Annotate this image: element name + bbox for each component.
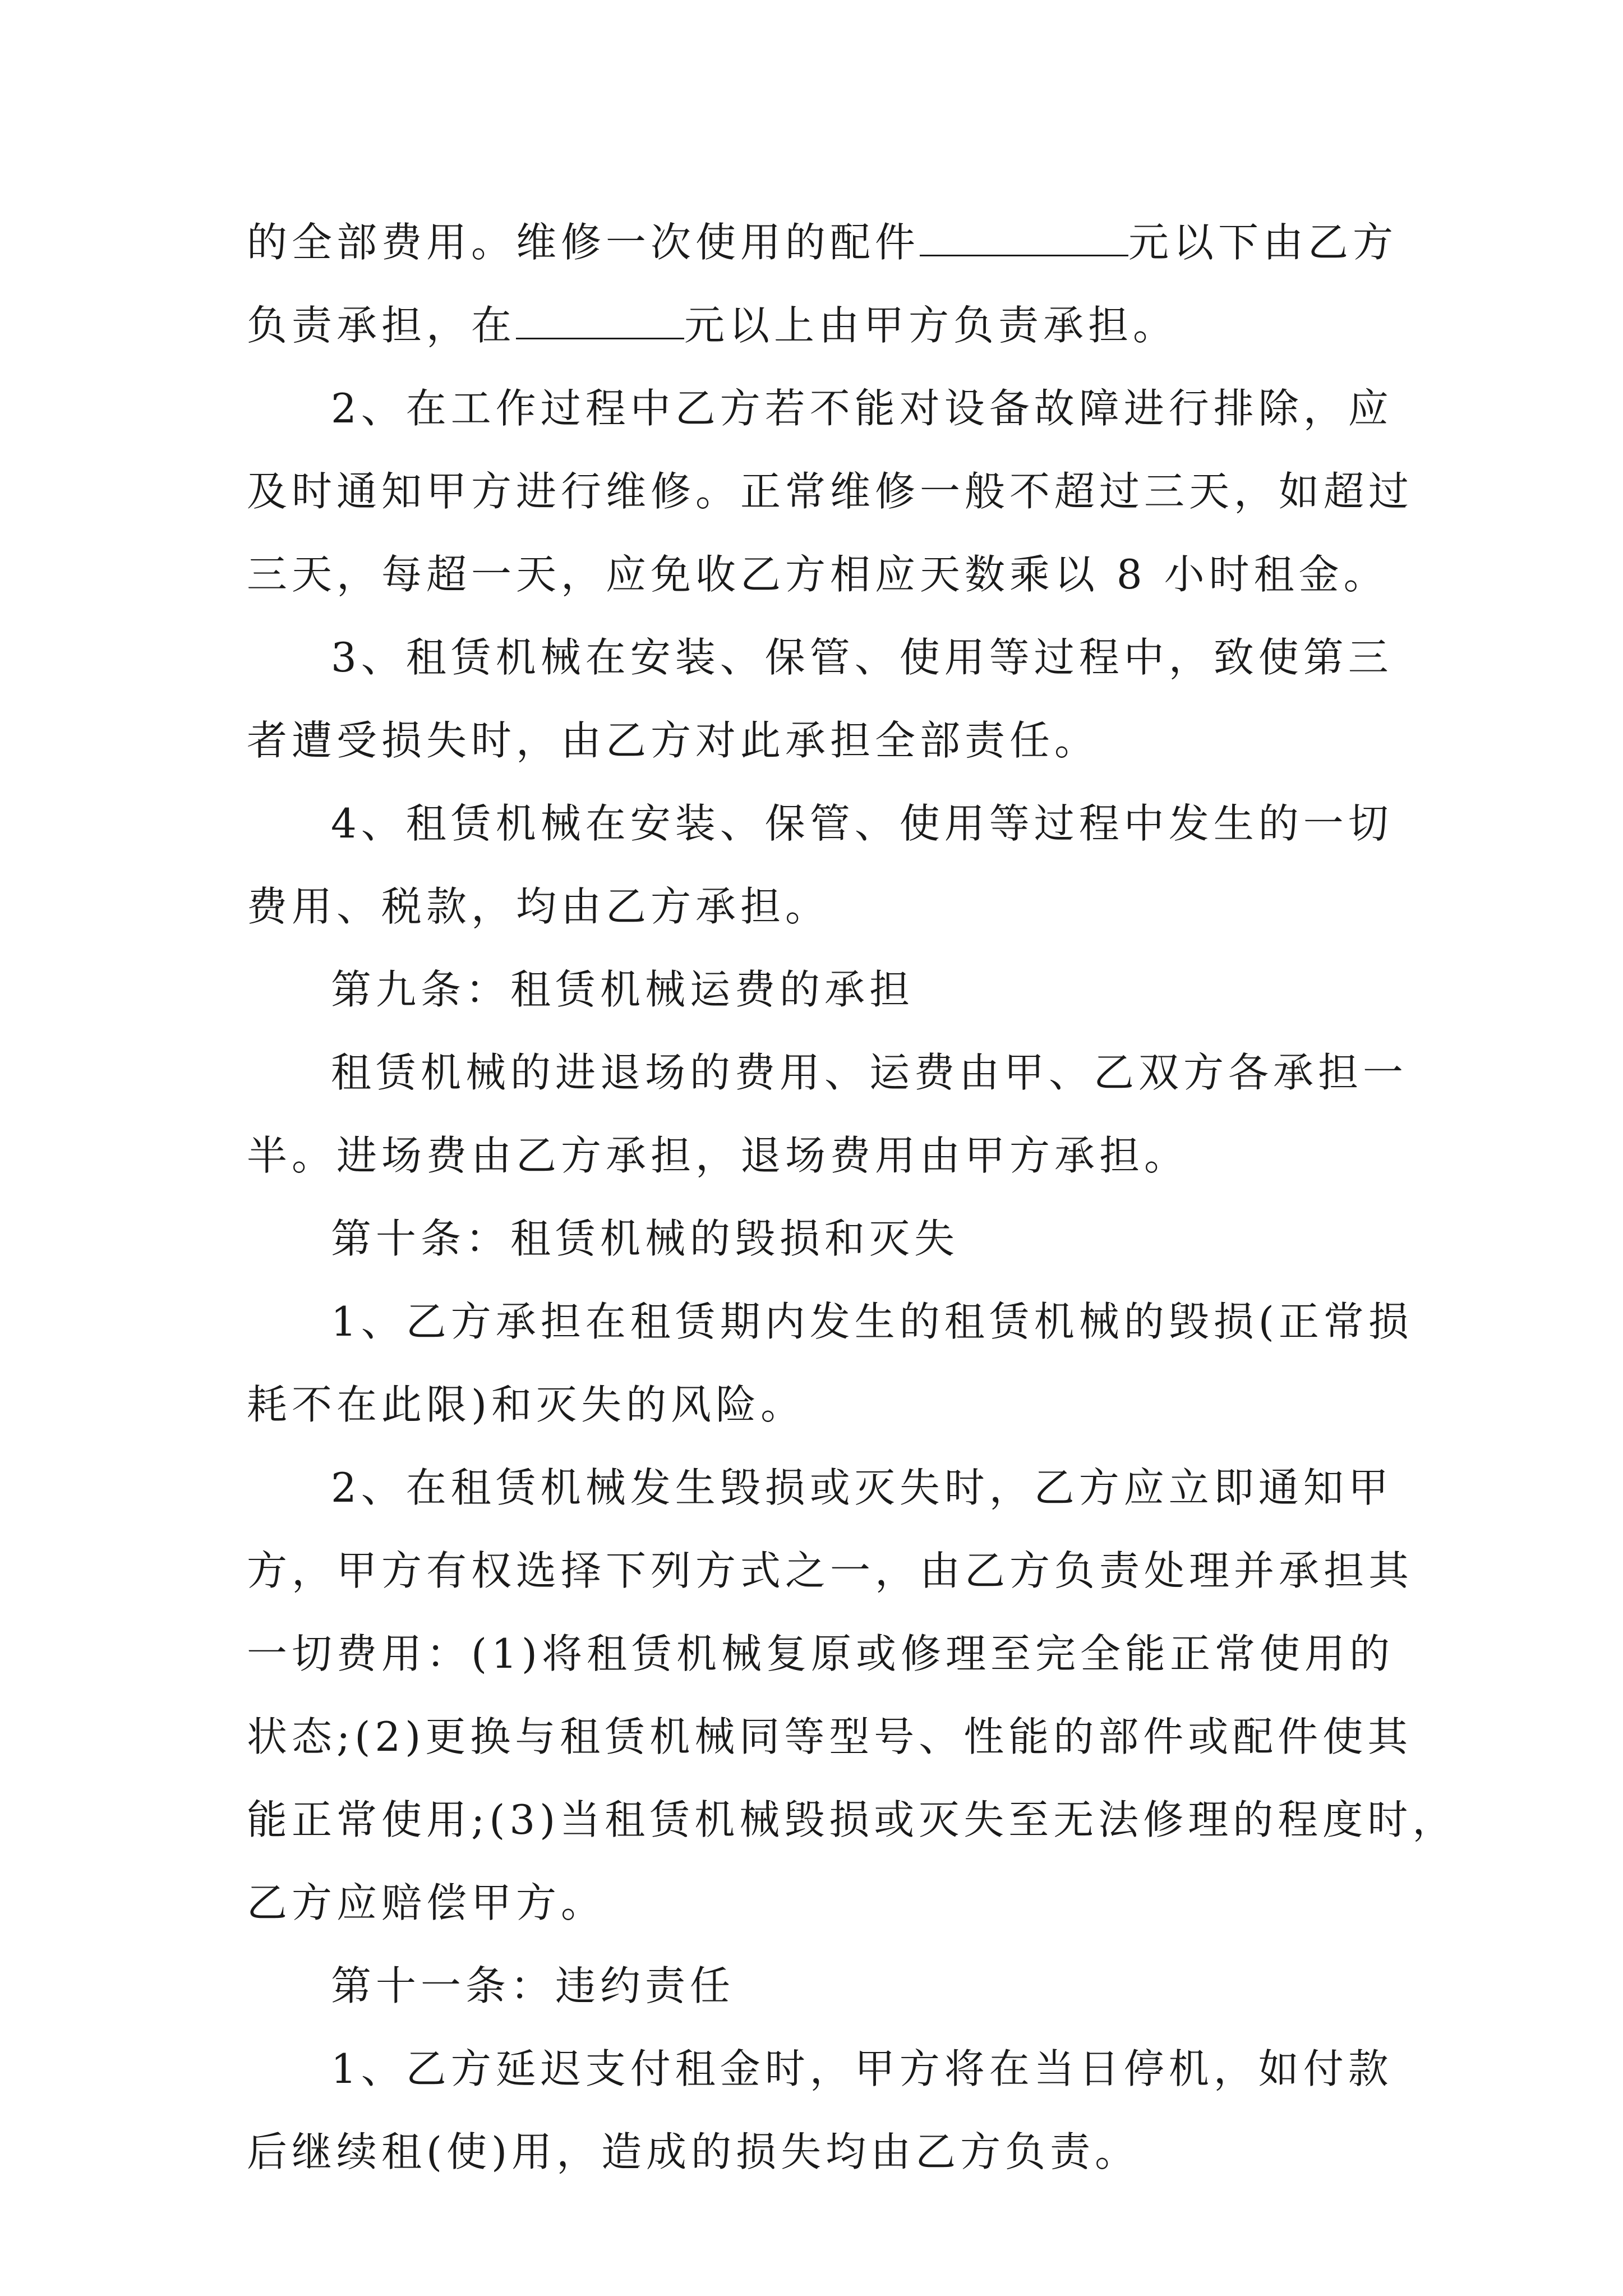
section-heading: 第九条：租赁机械运费的承担	[331, 966, 915, 1013]
paragraph-line: 后继续租(使)用，造成的损失均由乙方负责。	[247, 2128, 1140, 2175]
paragraph-line: 乙方应赔偿甲方。	[247, 1879, 606, 1926]
paragraph-line: 方，甲方有权选择下列方式之一，由乙方负责处理并承担其	[247, 1547, 1414, 1594]
paragraph-line: 及时通知甲方进行维修。正常维修一般不超过三天，如超过	[247, 468, 1414, 515]
paragraph-line: 租赁机械的进退场的费用、运费由甲、乙双方各承担一	[331, 1049, 1408, 1096]
fill-in-blank	[920, 218, 1128, 256]
paragraph-line: 3、租赁机械在安装、保管、使用等过程中，致使第三	[331, 634, 1393, 681]
paragraph-line: 4、租赁机械在安装、保管、使用等过程中发生的一切	[331, 800, 1393, 847]
paragraph-line: 一切费用：(1)将租赁机械复原或修理至完全能正常使用的	[247, 1630, 1394, 1677]
line-text: 负责承担，在	[247, 302, 517, 349]
paragraph-line: 者遭受损失时，由乙方对此承担全部责任。	[247, 717, 1100, 764]
paragraph-line: 费用、税款，均由乙方承担。	[247, 883, 831, 930]
paragraph-line: 1、乙方延迟支付租金时，甲方将在当日停机，如付款	[331, 2045, 1393, 2092]
paragraph-line	[247, 284, 1387, 367]
paragraph-line	[247, 201, 1398, 284]
line-text: 的全部费用。维修一次使用的配件	[247, 219, 920, 266]
line-text: 元以下由乙方	[1128, 219, 1398, 266]
paragraph-line: 能正常使用;(3)当租赁机械毁损或灭失至无法修理的程度时，	[247, 1796, 1458, 1843]
line-text: 元以上由甲方负责承担。	[684, 302, 1178, 349]
section-heading: 第十一条：违约责任	[331, 1962, 735, 2009]
paragraph-line: 2、在工作过程中乙方若不能对设备故障进行排除，应	[331, 385, 1393, 432]
paragraph-line: 2、在租赁机械发生毁损或灭失时，乙方应立即通知甲	[331, 1464, 1393, 1511]
paragraph-line: 耗不在此限)和灭失的风险。	[247, 1381, 806, 1428]
document-body	[247, 201, 1458, 2193]
paragraph-line: 状态;(2)更换与租赁机械同等型号、性能的部件或配件使其	[247, 1713, 1413, 1760]
fill-in-blank	[516, 301, 684, 339]
section-heading: 第十条：租赁机械的毁损和灭失	[331, 1215, 960, 1262]
paragraph-line: 半。进场费由乙方承担，退场费用由甲方承担。	[247, 1132, 1189, 1179]
paragraph-line: 三天，每超一天，应免收乙方相应天数乘以 8 小时租金。	[247, 551, 1389, 598]
paragraph-line: 1、乙方承担在租赁期内发生的租赁机械的毁损(正常损	[331, 1298, 1413, 1345]
